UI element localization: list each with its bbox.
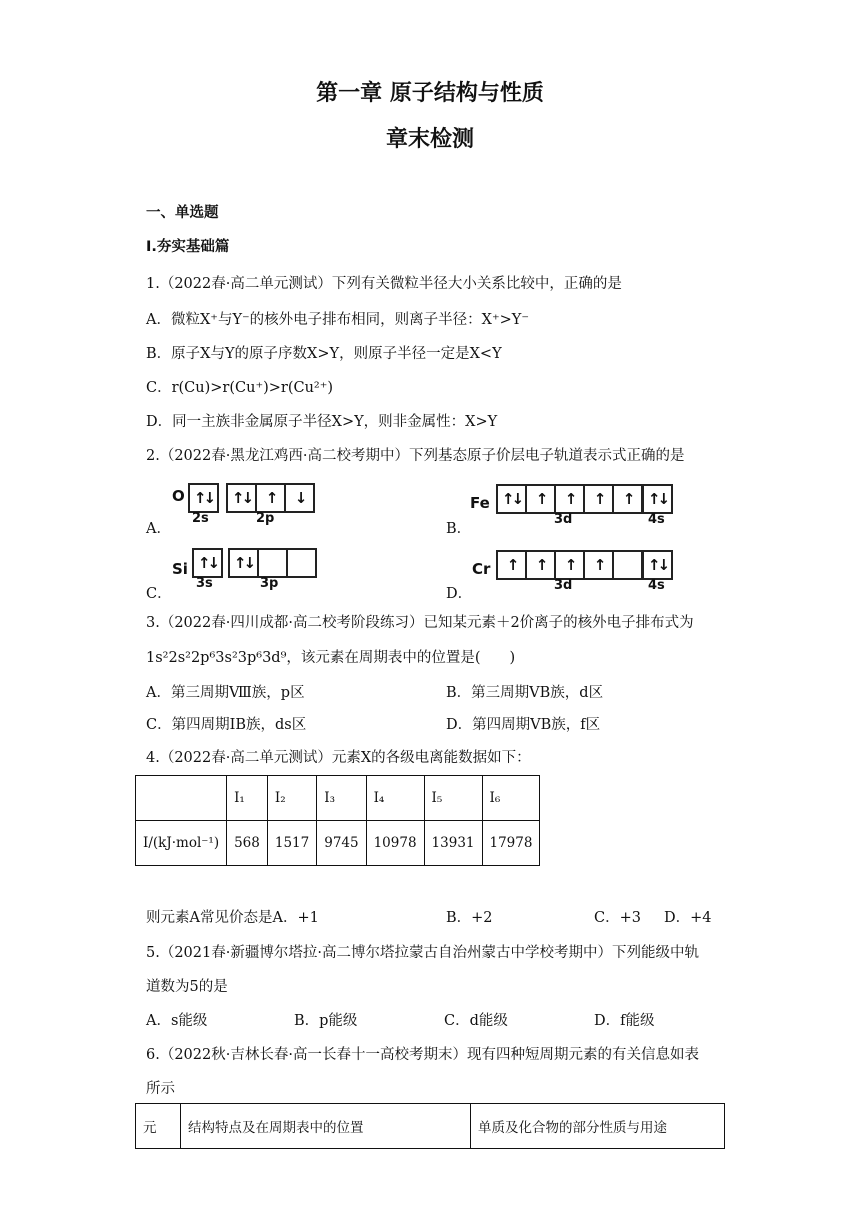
orbital-diagram-cr bbox=[472, 548, 682, 596]
orbital-box: ↑ bbox=[585, 486, 614, 512]
q3-option-a: A．第三周期Ⅷ族，p区 bbox=[146, 685, 305, 701]
orbital-label: 3p bbox=[260, 576, 279, 591]
q4-option-d: D．+4 bbox=[664, 910, 712, 926]
q3-stem-line2: 1s²2s²2p⁶3s²3p⁶3d⁹，该元素在周期表中的位置是( ) bbox=[146, 650, 516, 666]
orbital-box: ↑ bbox=[622, 490, 633, 508]
orbital-group-2p bbox=[226, 483, 315, 513]
orbital-box bbox=[614, 552, 641, 578]
orbital-box: ↑ bbox=[498, 552, 527, 578]
page-subtitle: 章末检测 bbox=[385, 127, 474, 152]
table-cell: 568 bbox=[227, 821, 268, 866]
table-cell: 17978 bbox=[482, 821, 540, 866]
q5-stem-line1: 5.（2021春·新疆博尔塔拉·高二博尔塔拉蒙古自治州蒙古中学校考期中）下列能级中轨 bbox=[146, 945, 699, 961]
orbital-group-4s bbox=[642, 484, 673, 514]
table-header-cell: I₂ bbox=[267, 776, 316, 821]
table-cell: 9745 bbox=[317, 821, 366, 866]
orbital-box: ↓ bbox=[294, 489, 305, 507]
q3-option-d: D．第四周期ⅤB族，f区 bbox=[446, 717, 601, 733]
q2-stem: 2.（2022春·黑龙江鸡西·高二校考期中）下列基态原子价层电子轨道表示式正确的是 bbox=[146, 448, 685, 464]
orbital-group-3s bbox=[192, 548, 223, 578]
q6-stem-line1: 6.（2022秋·吉林长春·高一长春十一高校考期末）现有四种短周期元素的有关信息如表 bbox=[146, 1047, 699, 1063]
q1-option-d: D．同一主族非金属原子半径X>Y，则非金属性：X>Y bbox=[146, 414, 498, 430]
q4-option-c: C．+3 bbox=[594, 910, 641, 926]
orbital-box: ↑↓ bbox=[230, 550, 259, 576]
q6-stem-line2: 所示 bbox=[146, 1081, 175, 1097]
q5-option-a: A．s能级 bbox=[146, 1013, 208, 1029]
q3-option-c: C．第四周期ⅠB族，ds区 bbox=[146, 717, 307, 733]
orbital-label: 2s bbox=[192, 511, 209, 526]
orbital-box: ↑ bbox=[527, 552, 556, 578]
orbital-group-2s bbox=[188, 483, 219, 513]
element-symbol: Fe bbox=[470, 494, 490, 512]
orbital-label: 2p bbox=[256, 511, 275, 526]
orbital-box: ↑↓ bbox=[647, 556, 668, 574]
table-row-label: I/(kJ·mol⁻¹) bbox=[136, 821, 227, 866]
orbital-box: ↑↓ bbox=[228, 485, 257, 511]
orbital-group-3d bbox=[496, 484, 643, 514]
orbital-group-3d bbox=[496, 550, 643, 580]
orbital-label: 3d bbox=[554, 512, 573, 527]
table-cell: 10978 bbox=[366, 821, 424, 866]
q5-stem-line2: 道数为5的是 bbox=[146, 979, 228, 995]
q1-option-a: A．微粒X⁺与Y⁻的核外电子排布相同，则离子半径：X⁺>Y⁻ bbox=[146, 312, 530, 328]
orbital-label: 3d bbox=[554, 578, 573, 593]
table-header-cell bbox=[136, 776, 227, 821]
orbital-box: ↑ bbox=[556, 486, 585, 512]
table-header-cell: I₅ bbox=[424, 776, 482, 821]
element-symbol: O bbox=[172, 487, 185, 505]
table-header-cell: 结构特点及在周期表中的位置 bbox=[181, 1104, 471, 1149]
q1-stem: 1.（2022春·高二单元测试）下列有关微粒半径大小关系比较中，正确的是 bbox=[146, 276, 622, 292]
table-cell: 1517 bbox=[267, 821, 316, 866]
orbital-label: 3s bbox=[196, 576, 213, 591]
table-cell: 13931 bbox=[424, 821, 482, 866]
orbital-group-4s bbox=[642, 550, 673, 580]
q2-option-d: D． bbox=[446, 586, 473, 602]
table-header-cell: I₃ bbox=[317, 776, 366, 821]
q4-stem: 4.（2022春·高二单元测试）元素X的各级电离能数据如下： bbox=[146, 750, 531, 766]
q4-option-a: 则元素A常见价态是A．+1 bbox=[146, 910, 319, 926]
q1-option-b: B．原子X与Y的原子序数X>Y，则原子半径一定是X<Y bbox=[146, 346, 502, 362]
table-header-cell: 单质及化合物的部分性质与用途 bbox=[471, 1104, 725, 1149]
orbital-box: ↑↓ bbox=[647, 490, 668, 508]
element-info-table bbox=[135, 1103, 725, 1149]
q2-option-a: A． bbox=[146, 521, 171, 537]
table-header-cell: 元 bbox=[136, 1104, 181, 1149]
orbital-box: ↑↓ bbox=[498, 486, 527, 512]
orbital-box: ↑ bbox=[556, 552, 585, 578]
section-heading: 一、单选题 bbox=[146, 205, 219, 221]
q3-stem-line1: 3.（2022春·四川成都·高二校考阶段练习）已知某元素＋2价离子的核外电子排布式为 bbox=[146, 615, 694, 631]
orbital-diagram-o bbox=[170, 481, 320, 529]
orbital-group-3p bbox=[228, 548, 317, 578]
q2-option-b: B． bbox=[446, 521, 472, 537]
table-row bbox=[136, 821, 540, 866]
table-header-cell: I₄ bbox=[366, 776, 424, 821]
orbital-diagram-fe bbox=[470, 482, 680, 530]
orbital-box bbox=[259, 550, 288, 576]
element-symbol: Cr bbox=[472, 560, 491, 578]
table-header-cell: I₆ bbox=[482, 776, 540, 821]
orbital-box: ↑↓ bbox=[193, 489, 214, 507]
table-header-row bbox=[136, 1104, 725, 1149]
orbital-box: ↑↓ bbox=[197, 554, 218, 572]
q3-option-b: B．第三周期ⅤB族，d区 bbox=[446, 685, 604, 701]
subsection-heading: Ⅰ.夯实基础篇 bbox=[146, 239, 230, 255]
q5-option-c: C．d能级 bbox=[444, 1013, 508, 1029]
element-symbol: Si bbox=[172, 560, 188, 578]
orbital-label: 4s bbox=[648, 578, 665, 593]
q2-option-c: C． bbox=[146, 586, 172, 602]
orbital-label: 4s bbox=[648, 512, 665, 527]
q1-option-c: C．r(Cu)>r(Cu⁺)>r(Cu²⁺) bbox=[146, 380, 334, 396]
table-header-cell: I₁ bbox=[227, 776, 268, 821]
ionization-energy-table bbox=[135, 775, 540, 866]
q5-option-b: B．p能级 bbox=[294, 1013, 358, 1029]
orbital-box bbox=[288, 550, 315, 576]
page-title: 第一章 原子结构与性质 bbox=[316, 81, 544, 106]
q4-option-b: B．+2 bbox=[446, 910, 493, 926]
orbital-box: ↑ bbox=[585, 552, 614, 578]
orbital-diagram-si bbox=[170, 546, 320, 594]
orbital-box: ↑ bbox=[527, 486, 556, 512]
q5-option-d: D．f能级 bbox=[594, 1013, 655, 1029]
orbital-box: ↑ bbox=[257, 485, 286, 511]
table-header-row bbox=[136, 776, 540, 821]
